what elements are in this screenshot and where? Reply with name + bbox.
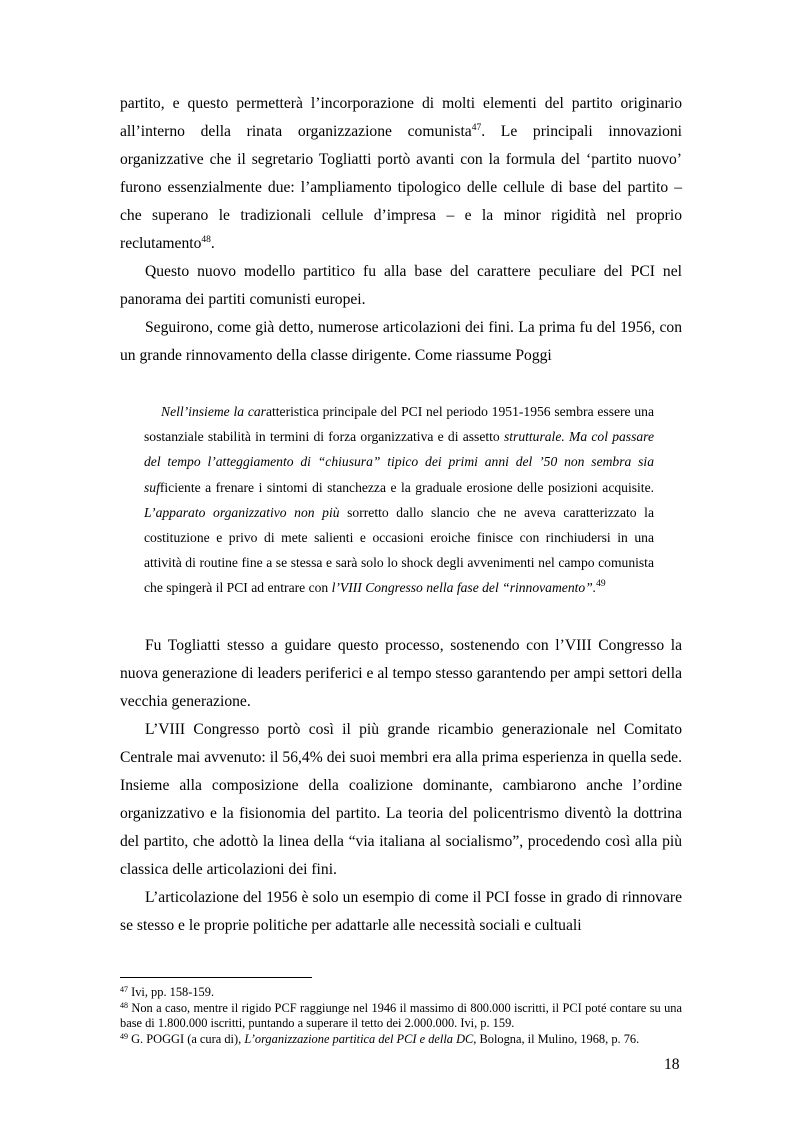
footnote-divider [120,977,312,978]
footnote: $^{47}$ Ivi, pp. 158-159. [120,985,215,999]
body-paragraph: L’articolazione del 1956 è solo un esempio di come il PCI fosse in grado di rinnovare se stesso e le proprie politiche per adattarle alle necessità sociali e cultuali [120,888,682,934]
body-paragraph: L’VIII Congresso portò così il più grande ricambio generazionale nel Comitato Centrale mai avvenuto: il 56,4% dei suoi membri era alla prima esperienza in quella sede. Insieme alla composizione della coalizione dominante, cambiarono anche l’ordine organizzativo e la fisionomia del partito. La teoria del policentrismo diventò la dottrina del partito, che adottò la linea della “via italiana al socialismo”, procedendo così alla più classica delle articolazioni dei fini. [120,720,682,878]
page-body [120,90,682,940]
footnote: $^{49}$ G. POGGI (a cura di), L’organizzazione partitica del PCI e della DC, Bologna, il Mulino, 1968, p. 76. [120,1031,640,1046]
footnote-ref[interactable]: 48 [201,235,211,245]
body-paragraph: partito, e questo permetterà l’incorporazione di molti elementi del partito originario all’interno della rinata organizzazione comunista$^{47}$. Le principali innovazioni organizzative che il segretario Togliatti portò avanti con la formula del ‘partito nuovo’ furono essenzialmente due: l’ampliamento tipologico delle cellule di base del partito – che superano le tradizionali cellule d’impresa – e la minor rigidità nel proprio reclutamento$^{48}$. [120,95,682,252]
footnote-ref[interactable]: 49 [596,579,606,590]
footnote: $^{48}$ Non a caso, mentre il rigido PCF raggiunge nel 1946 il massimo di 800.000 iscritti, il PCI poté contare su una base di 1.800.000 iscritti, puntando a superare il tetto dei 2.000.000. Ivi, p. 159. [120,1000,682,1030]
page-number: 18 [664,1056,680,1073]
body-paragraph: Seguirono, come già detto, numerose articolazioni dei fini. La prima fu del 1956, con un grande rinnovamento della classe dirigente. Come riassume Poggi [120,319,682,364]
footnote-ref[interactable]: 47 [471,123,482,133]
footnotes [120,985,682,1047]
body-paragraph: Fu Togliatti stesso a guidare questo processo, sostenendo con l’VIII Congresso la nuova generazione di leaders periferici e al tempo stesso garantendo per ampi settori della vecchia generazione. [120,636,682,710]
block-quote: Nell’insieme la caratteristica principale del PCI nel periodo 1951-1956 sembra essere una sostanziale stabilità in termini di forza organizzativa e di assetto strutturale. Ma col passare del tempo l’atteggiamento di “chiusura” tipico dei primi anni del ’50 non sembra sia sufficiente a frenare i sintomi di stanchezza e la graduale erosione delle posizioni acquisite. L’apparato organizzativo non più sorretto dallo slancio che ne aveva caratterizzato la costituzione e privo di mete salienti e occasioni eroiche finisce con rinchiudersi in una attività di routine fine a se stessa e sarà solo lo shock degli avvenimenti nel campo comunista che spingerà il PCI ad entrare con l’VIII Congresso nella fase del “rinnovamento”.$^{49}$ [144,404,655,596]
body-paragraph: Questo nuovo modello partitico fu alla base del carattere peculiare del PCI nel panorama dei partiti comunisti europei. [120,263,682,308]
